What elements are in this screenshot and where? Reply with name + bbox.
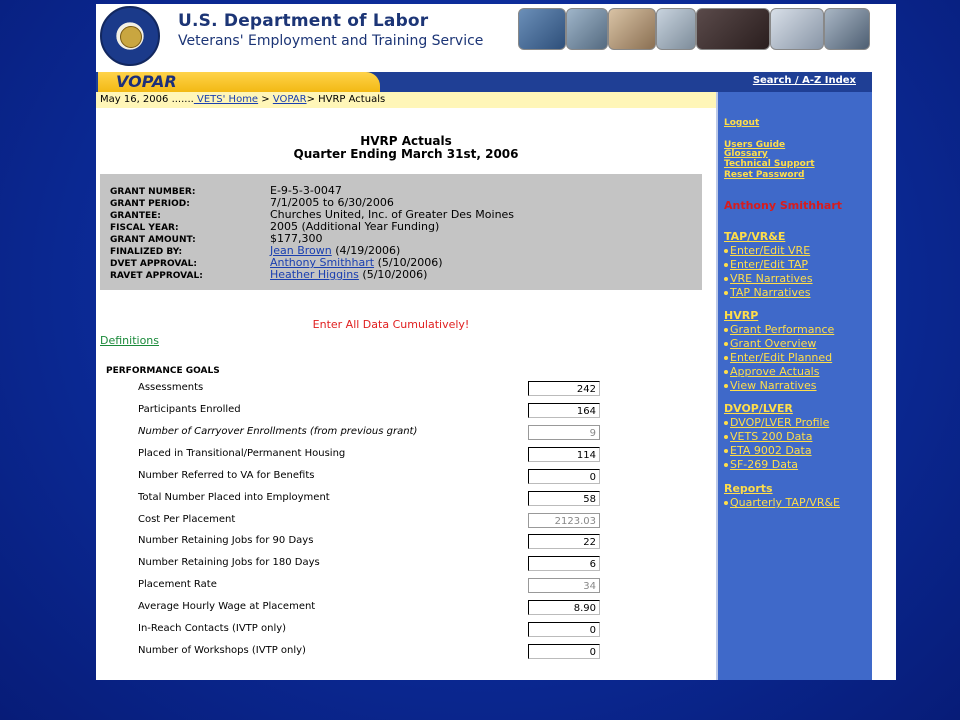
- sidebar-item-label: VETS 200 Data: [730, 430, 813, 443]
- sidebar-item-dvop-lver-profile[interactable]: [724, 416, 829, 429]
- sidebar-item-label: VRE Narratives: [730, 272, 813, 285]
- reset-password-link[interactable]: Reset Password: [724, 170, 805, 180]
- app-tab-vopar[interactable]: [98, 72, 380, 92]
- goal-label: In-Reach Contacts (IVTP only): [138, 623, 287, 634]
- sidebar-item-view-narratives[interactable]: [724, 379, 817, 392]
- breadcrumb: [100, 94, 385, 105]
- site-header: [96, 4, 896, 72]
- bullet-icon: [724, 291, 728, 295]
- assessments-input[interactable]: [528, 381, 600, 396]
- sidebar-item-approve-actuals[interactable]: [724, 365, 819, 378]
- breadcrumb-current: HVRP Actuals: [318, 94, 386, 105]
- sidebar-item-label: Enter/Edit VRE: [730, 244, 811, 257]
- definitions-link[interactable]: Definitions: [100, 334, 159, 347]
- carryover-enrollments-input: [528, 425, 600, 440]
- grant-number-label: GRANT NUMBER:: [110, 187, 196, 197]
- breadcrumb-home-link[interactable]: VETS' Home: [193, 94, 259, 105]
- sidebar-item-label: Grant Performance: [730, 323, 835, 336]
- participants-enrolled-input[interactable]: [528, 403, 600, 418]
- photo-worker: [518, 8, 566, 50]
- glossary-link[interactable]: Glossary: [724, 149, 768, 159]
- grant-period-label: GRANT PERIOD:: [110, 199, 190, 209]
- fiscal-year-label: FISCAL YEAR:: [110, 223, 179, 233]
- bullet-icon: [724, 421, 728, 425]
- dvet-approval-date: (5/10/2006): [374, 256, 443, 269]
- bullet-icon: [724, 356, 728, 360]
- goal-label: Number of Workshops (IVTP only): [138, 645, 306, 656]
- sidebar-item-label: Enter/Edit TAP: [730, 258, 809, 271]
- photo-team: [566, 8, 608, 50]
- fiscal-year-value: 2005 (Additional Year Funding): [270, 220, 440, 233]
- finalized-by-label: FINALIZED BY:: [110, 247, 183, 257]
- placed-employment-input[interactable]: [528, 491, 600, 506]
- sidebar-item-label: SF-269 Data: [730, 458, 799, 471]
- sidebar-item-label: TAP Narratives: [730, 286, 811, 299]
- photo-computer: [824, 8, 870, 50]
- dvet-approval-label: DVET APPROVAL:: [110, 259, 198, 269]
- sidebar-item-label: Approve Actuals: [730, 365, 820, 378]
- breadcrumb-date: May 16, 2006 .......: [100, 94, 194, 105]
- photo-honor-guard: [696, 8, 770, 50]
- sidebar-item-label: ETA 9002 Data: [730, 444, 812, 457]
- grantee-label: GRANTEE:: [110, 211, 161, 221]
- sidebar-item-label: Grant Overview: [730, 337, 817, 350]
- user-name: Anthony Smithhart: [724, 199, 843, 212]
- sidebar-item-label: Quarterly TAP/VR&E: [730, 496, 840, 509]
- workshops-input[interactable]: [528, 644, 600, 659]
- sidebar-item-enter-edit-vre[interactable]: [724, 244, 810, 257]
- sidebar-item-vre-narratives[interactable]: [724, 272, 813, 285]
- grant-number-value: E-9-5-3-0047: [270, 184, 342, 197]
- app-tab-label: VOPAR: [116, 72, 177, 91]
- bullet-icon: [724, 501, 728, 505]
- sidebar-item-quarterly-tap-vre[interactable]: [724, 496, 840, 509]
- section-heading-hvrp[interactable]: HVRP: [724, 309, 759, 322]
- users-guide-link[interactable]: Users Guide: [724, 140, 786, 150]
- breadcrumb-separator: >: [306, 94, 319, 105]
- page-subtitle: Quarter Ending March 31st, 2006: [293, 147, 519, 161]
- goal-label: Number Referred to VA for Benefits: [138, 470, 315, 481]
- sidebar-item-enter-edit-tap[interactable]: [724, 258, 808, 271]
- bullet-icon: [724, 277, 728, 281]
- bullet-icon: [724, 384, 728, 388]
- agency-name: Veterans' Employment and Training Service: [178, 33, 484, 49]
- va-referred-input[interactable]: [528, 469, 600, 484]
- sidebar-item-label: Enter/Edit Planned: [730, 351, 833, 364]
- dvet-approver-link[interactable]: Anthony Smithhart: [270, 256, 375, 269]
- goal-label: Assessments: [138, 382, 204, 393]
- sidebar-item-eta-9002-data[interactable]: [724, 444, 812, 457]
- org-name: U.S. Department of Labor: [178, 11, 429, 31]
- goal-label: Placed in Transitional/Permanent Housing: [138, 448, 346, 459]
- ravet-approver-link[interactable]: Heather Higgins: [270, 268, 359, 281]
- placement-rate-input: [528, 578, 600, 593]
- goal-label: Number Retaining Jobs for 180 Days: [138, 557, 320, 568]
- performance-goals-heading: PERFORMANCE GOALS: [106, 366, 220, 376]
- sidebar-item-sf-269-data[interactable]: [724, 458, 798, 471]
- section-heading-dvop-lver[interactable]: DVOP/LVER: [724, 402, 793, 415]
- breadcrumb-vopar-link[interactable]: VOPAR: [272, 94, 307, 105]
- photo-medical: [770, 8, 824, 50]
- page-title: HVRP Actuals: [360, 134, 452, 148]
- section-heading-reports[interactable]: Reports: [724, 482, 773, 495]
- finalized-date: (4/19/2006): [331, 244, 401, 257]
- hourly-wage-input[interactable]: [528, 600, 600, 615]
- photo-office: [608, 8, 656, 50]
- bullet-icon: [724, 342, 728, 346]
- finalized-by-link[interactable]: Jean Brown: [270, 244, 332, 257]
- sidebar-item-grant-overview[interactable]: [724, 337, 816, 350]
- grant-period-value: 7/1/2005 to 6/30/2006: [270, 196, 394, 209]
- dol-seal-logo: [100, 6, 160, 66]
- goal-label: Cost Per Placement: [138, 514, 236, 525]
- right-margin: [872, 92, 896, 680]
- bullet-icon: [724, 463, 728, 467]
- ravet-approval-value: [270, 268, 427, 281]
- ravet-approval-label: RAVET APPROVAL:: [110, 271, 203, 281]
- breadcrumb-separator: >: [258, 94, 273, 105]
- cumulative-notice: Enter All Data Cumulatively!: [312, 318, 470, 331]
- goal-label: Placement Rate: [138, 579, 217, 590]
- grantee-value: Churches United, Inc. of Greater Des Moines: [270, 208, 515, 221]
- goal-label: Number of Carryover Enrollments (from previous grant): [138, 426, 418, 437]
- ravet-approval-date: (5/10/2006): [358, 268, 428, 281]
- inreach-contacts-input[interactable]: [528, 622, 600, 637]
- grant-info-box: [100, 174, 702, 290]
- bullet-icon: [724, 263, 728, 267]
- photo-nurse: [656, 8, 696, 50]
- right-sidebar: [716, 92, 872, 680]
- section-heading-tap-vre[interactable]: TAP/VR&E: [724, 230, 786, 243]
- browser-page: [96, 4, 896, 680]
- housing-placed-input[interactable]: [528, 447, 600, 462]
- logout-link[interactable]: Logout: [724, 118, 760, 128]
- bullet-icon: [724, 449, 728, 453]
- header-photo-strip: [518, 8, 868, 54]
- grant-amount-label: GRANT AMOUNT:: [110, 235, 196, 245]
- technical-support-link[interactable]: Technical Support: [724, 159, 815, 169]
- search-az-link[interactable]: Search / A-Z Index: [752, 75, 856, 86]
- cost-per-placement-input: [528, 513, 600, 528]
- goal-label: Number Retaining Jobs for 90 Days: [138, 535, 314, 546]
- sidebar-item-enter-edit-planned[interactable]: [724, 351, 832, 364]
- retaining-90-input[interactable]: [528, 534, 600, 549]
- bullet-icon: [724, 249, 728, 253]
- goal-label: Total Number Placed into Employment: [138, 492, 330, 503]
- sidebar-item-label: DVOP/LVER Profile: [730, 416, 830, 429]
- sidebar-item-tap-narratives[interactable]: [724, 286, 810, 299]
- bullet-icon: [724, 328, 728, 332]
- sidebar-item-grant-performance[interactable]: [724, 323, 834, 336]
- grant-amount-value: $177,300: [270, 232, 323, 245]
- sidebar-item-label: View Narratives: [730, 379, 817, 392]
- goal-label: Average Hourly Wage at Placement: [138, 601, 316, 612]
- bullet-icon: [724, 435, 728, 439]
- goal-label: Participants Enrolled: [138, 404, 241, 415]
- sidebar-item-vets-200-data[interactable]: [724, 430, 812, 443]
- retaining-180-input[interactable]: [528, 556, 600, 571]
- bullet-icon: [724, 370, 728, 374]
